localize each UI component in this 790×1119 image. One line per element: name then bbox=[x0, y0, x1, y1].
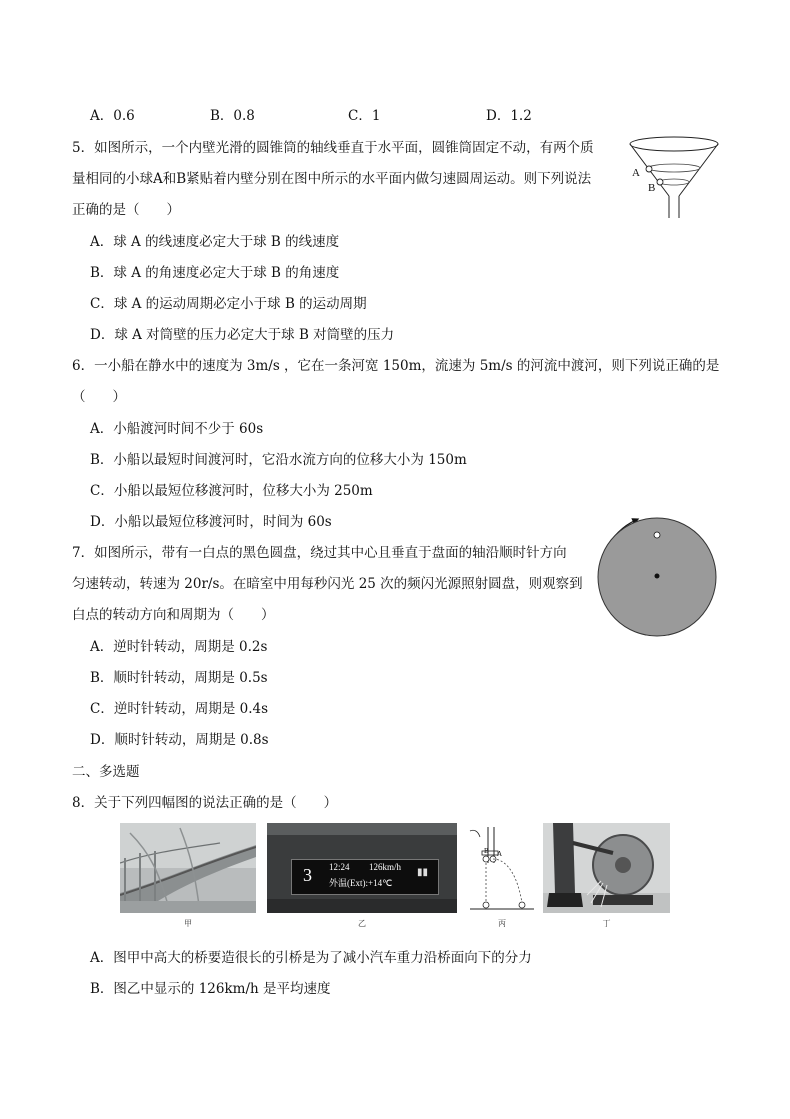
caption-yi: 乙 bbox=[358, 919, 366, 928]
q5-option-c: C．球 A 的运动周期必定小于球 B 的运动周期 bbox=[90, 296, 367, 312]
q6-option-d: D．小船以最短位移渡河时，时间为 60s bbox=[90, 514, 332, 530]
q6-option-a: A．小船渡河时间不少于 60s bbox=[90, 421, 264, 437]
q7-option-c: C．逆时针转动，周期是 0.4s bbox=[90, 701, 269, 717]
q7-stem-line-2: 匀速转动，转速为 20r/s。在暗室中用每秒闪光 25 次的频闪光源照射圆盘，则观察到 bbox=[72, 576, 583, 592]
q5-option-a: A．球 A 的线速度必定大于球 B 的线速度 bbox=[90, 234, 340, 250]
caption-ding: 丁 bbox=[602, 919, 611, 928]
q6-option-c: C．小船以最短位移渡河时，位移大小为 250m bbox=[90, 483, 373, 499]
grinder-photo bbox=[543, 823, 670, 913]
caption-bing: 丙 bbox=[498, 919, 506, 928]
q6-stem-line-1: 6．一小船在静水中的速度为 3m/s ，它在一条河宽 150m，流速为 5m/s 的河流中渡河，则下列说正确的是 bbox=[72, 358, 720, 374]
bridge-photo bbox=[120, 823, 256, 913]
q5-option-d: D．球 A 对筒壁的压力必定大于球 B 对筒壁的压力 bbox=[90, 327, 395, 343]
q5-stem-line-1: 5．如图所示，一个内壁光滑的圆锥筒的轴线垂直于水平面，圆锥筒固定不动，有两个质 bbox=[72, 140, 594, 156]
label-a: A bbox=[632, 167, 640, 179]
label-a-fig: A bbox=[497, 850, 503, 858]
ball-a bbox=[646, 166, 652, 172]
label-b-fig: B bbox=[484, 847, 489, 855]
display-temperature: 外温(Ext):+14℃ bbox=[329, 878, 393, 888]
restroom-icon: ▮▮ bbox=[417, 867, 429, 878]
q5-option-b: B．球 A 的角速度必定大于球 B 的角速度 bbox=[90, 265, 340, 281]
q7-option-b: B．顺时针转动，周期是 0.5s bbox=[90, 670, 268, 686]
choice-d: D．1.2 bbox=[486, 108, 532, 124]
ball-b-fig bbox=[483, 856, 489, 862]
q8-option-a: A．图甲中高大的桥要造很长的引桥是为了减小汽车重力沿桥面向下的分力 bbox=[90, 950, 532, 966]
q7-stem-line-3: 白点的转动方向和周期为（ ） bbox=[72, 607, 275, 623]
white-dot bbox=[654, 532, 660, 538]
q5-stem-line-3: 正确的是（ ） bbox=[72, 202, 180, 218]
q7-option-d: D．顺时针转动，周期是 0.8s bbox=[90, 732, 269, 748]
ball-b bbox=[657, 179, 663, 185]
prev-question-choices bbox=[90, 104, 650, 124]
q6-option-b: B．小船以最短时间渡河时，它沿水流方向的位移大小为 150m bbox=[90, 452, 467, 468]
q6-stem-line-2: （ ） bbox=[72, 389, 126, 405]
choice-a: A．0.6 bbox=[90, 108, 135, 124]
label-b: B bbox=[648, 182, 656, 194]
cone-figure bbox=[624, 134, 724, 222]
display-speed: 126km/h bbox=[369, 862, 402, 872]
rotating-disk-figure bbox=[592, 510, 722, 640]
section-heading-multiple-choice: 二、多选题 bbox=[72, 764, 140, 780]
choice-b: B．0.8 bbox=[210, 108, 255, 124]
display-time: 12:24 bbox=[329, 862, 350, 872]
car-number: 3 bbox=[303, 865, 312, 885]
caption-jia: 甲 bbox=[184, 919, 192, 928]
q7-option-a: A．逆时针转动，周期是 0.2s bbox=[90, 639, 268, 655]
speed-display-photo bbox=[267, 823, 457, 913]
center-dot bbox=[655, 574, 660, 579]
projectile-apparatus-figure bbox=[468, 823, 536, 913]
q8-option-b: B．图乙中显示的 126km/h 是平均速度 bbox=[90, 981, 331, 997]
q8-stem: 8．关于下列四幅图的说法正确的是（ ） bbox=[72, 795, 338, 811]
q7-stem-line-1: 7．如图所示，带有一白点的黑色圆盘，绕过其中心且垂直于盘面的轴沿顺时针方向 bbox=[72, 545, 567, 561]
choice-c: C．1 bbox=[348, 108, 381, 124]
q5-stem-line-2: 量相同的小球A和B紧贴着内壁分别在图中所示的水平面内做匀速圆周运动。则下列说法 bbox=[72, 171, 592, 187]
